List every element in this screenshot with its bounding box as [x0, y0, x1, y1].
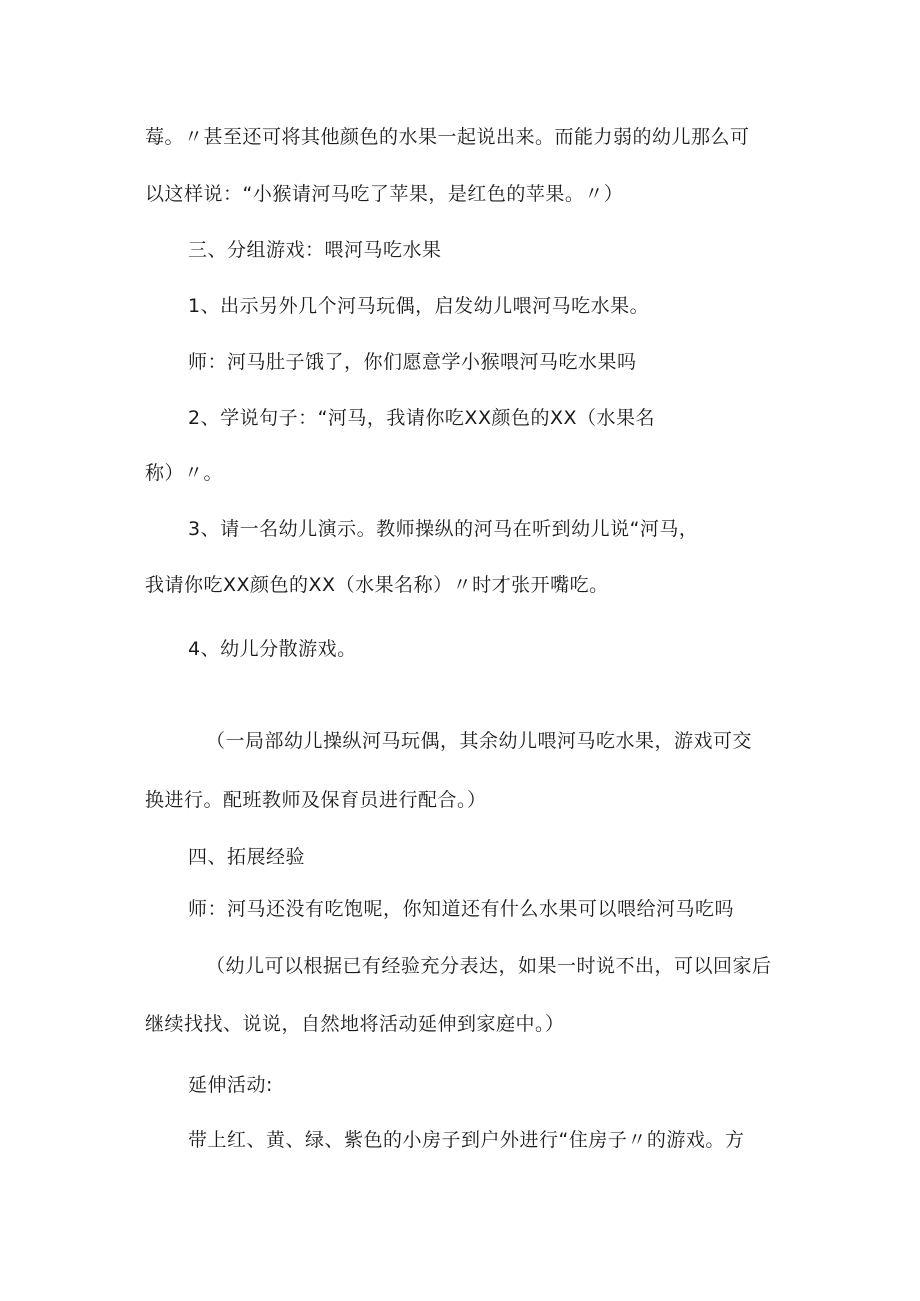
teacher-line: 师：河马肚子饿了，你们愿意学小猴喂河马吃水果吗: [188, 351, 637, 373]
note-line: （幼儿可以根据已有经验充分表达，如果一时说不出，可以回家后: [206, 955, 772, 977]
note-line: （一局部幼儿操纵河马玩偶，其余幼儿喂河马吃水果，游戏可交: [206, 730, 753, 752]
step-4-line: 4、幼儿分散游戏。: [188, 638, 357, 660]
extension-line: 带上红、黄、绿、紫色的小房子到户外进行“住房子〃的游戏。方: [188, 1129, 745, 1151]
section-heading-grouping-game: 三、分组游戏：喂河马吃水果: [188, 239, 442, 261]
step-2-continuation: 称）〃。: [145, 462, 224, 484]
step-3-continuation: 我请你吃XX颜色的XX（水果名称）〃时才张开嘴吃。: [145, 574, 609, 596]
step-1-line: 1、出示另外几个河马玩偶，启发幼儿喂河马吃水果。: [188, 295, 650, 317]
paragraph-line: 以这样说：“小猴请河马吃了苹果，是红色的苹果。〃）: [145, 183, 624, 205]
teacher-line: 师：河马还没有吃饱呢，你知道还有什么水果可以喂给河马吃吗: [188, 898, 735, 920]
paragraph-line: 莓。〃甚至还可将其他颜色的水果一起说出来。而能力弱的幼儿那么可: [145, 126, 750, 148]
note-continuation: 继续找找、说说，自然地将活动延伸到家庭中。）: [145, 1013, 565, 1035]
note-continuation: 换进行。配班教师及保育员进行配合。）: [145, 789, 487, 811]
section-heading-expand-experience: 四、拓展经验: [188, 846, 306, 868]
step-2-line: 2、学说句子：“河马，我请你吃XX颜色的XX（水果名: [188, 407, 655, 429]
extension-heading: 延伸活动:: [188, 1074, 273, 1096]
step-3-line: 3、请一名幼儿演示。教师操纵的河马在听到幼儿说“河马，: [188, 518, 699, 540]
